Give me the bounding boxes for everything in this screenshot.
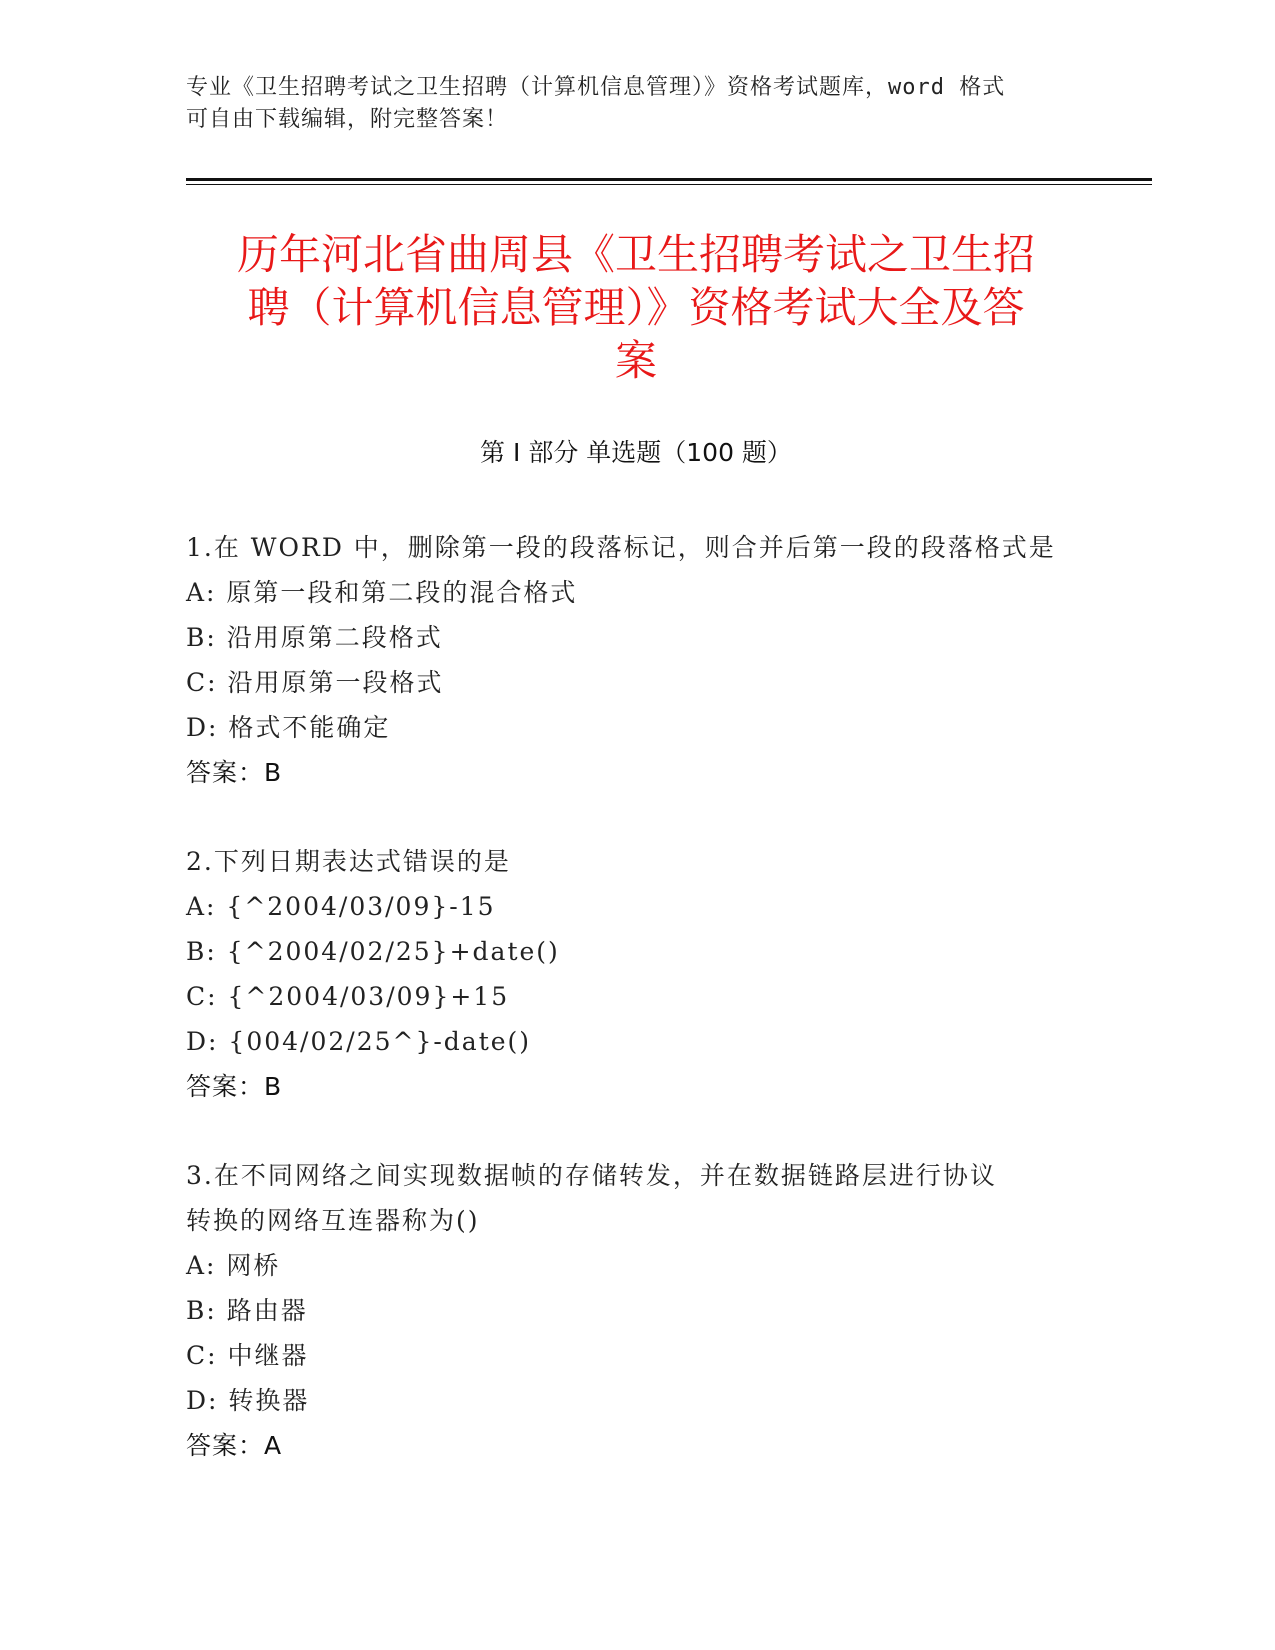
option-a: A: 网桥: [186, 1251, 281, 1280]
option-d: D: 转换器: [186, 1386, 310, 1415]
title-line: 案: [614, 336, 657, 385]
option-c: C: 中继器: [186, 1341, 309, 1370]
question-stem-continued: 转换的网络互连器称为(): [186, 1206, 480, 1235]
answer-label: 答案：B: [186, 758, 283, 787]
header-divider-thin: [186, 184, 1152, 185]
option-b: B: {^2004/02/25}+date(): [186, 937, 560, 966]
option-d: D: 格式不能确定: [186, 713, 391, 742]
question-stem: 3.在不同网络之间实现数据帧的存储转发，并在数据链路层进行协议: [186, 1161, 997, 1190]
option-d: D: {004/02/25^}-date(): [186, 1027, 532, 1056]
document-title: [186, 228, 1086, 387]
question-list: [186, 525, 1086, 1512]
question-item: [186, 1153, 1086, 1468]
answer-label: 答案：B: [186, 1072, 283, 1101]
question-stem: 1.在 WORD 中，删除第一段的段落标记，则合并后第一段的段落格式是: [186, 533, 1056, 562]
title-line: 历年河北省曲周县《卫生招聘考试之卫生招: [236, 230, 1035, 279]
option-b: B: 沿用原第二段格式: [186, 623, 443, 652]
section-heading: 第 I 部分 单选题（100 题）: [480, 438, 792, 467]
header-note-line: 专业《卫生招聘考试之卫生招聘（计算机信息管理）》资格考试题库，word 格式: [186, 75, 1006, 100]
header-divider-thick: [186, 178, 1152, 181]
header-note-line: 可自由下载编辑，附完整答案！: [186, 107, 509, 132]
option-a: A: 原第一段和第二段的混合格式: [186, 578, 578, 607]
question-item: [186, 839, 1086, 1109]
question-stem: 2.下列日期表达式错误的是: [186, 847, 511, 876]
option-c: C: 沿用原第一段格式: [186, 668, 444, 697]
title-line: 聘（计算机信息管理）》资格考试大全及答: [247, 283, 1025, 332]
option-a: A: {^2004/03/09}-15: [186, 892, 496, 921]
option-b: B: 路由器: [186, 1296, 308, 1325]
header-note: [186, 72, 1066, 136]
answer-label: 答案：A: [186, 1431, 283, 1460]
option-c: C: {^2004/03/09}+15: [186, 982, 510, 1011]
question-item: [186, 525, 1086, 795]
